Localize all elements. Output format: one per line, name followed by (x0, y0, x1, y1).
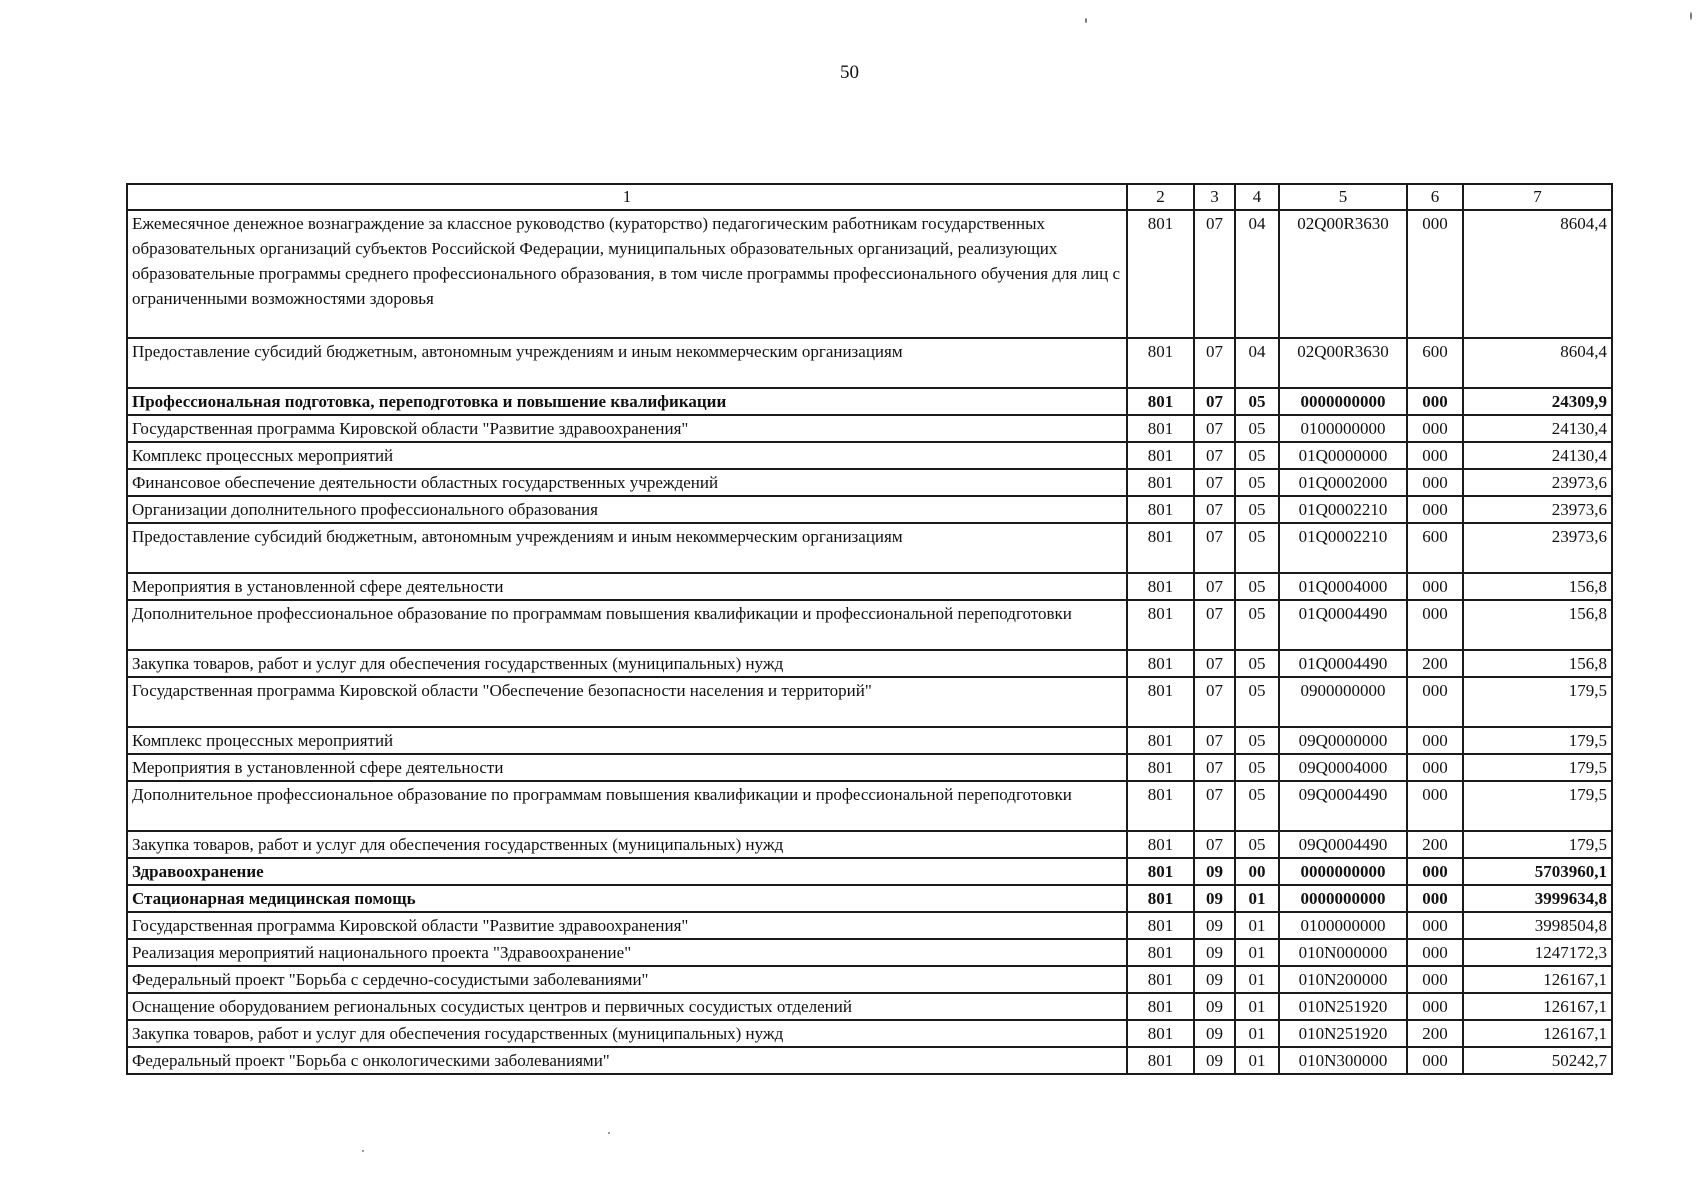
row-name-cell: Реализация мероприятий национального проекта "Здравоохранение" (127, 939, 1127, 966)
header-cell: 6 (1407, 184, 1463, 210)
row-name-cell: Мероприятия в установленной сфере деятельности (127, 573, 1127, 600)
row-expense-type-cell: 000 (1407, 496, 1463, 523)
row-name-cell: Дополнительное профессиональное образование по программам повышения квалификации и профессиональной переподготовки (127, 600, 1127, 650)
row-name-cell: Ежемесячное денежное вознаграждение за классное руководство (кураторство) педагогическим работникам государственных образовательных организаций субъектов Российской Федерации, муниципальных образовательных организаций, реализующих образовательные программы среднего профессионального образования, в том числе программы профессионального обучения для лиц с ограниченными возможностями здоровья (127, 210, 1127, 338)
row-target-code-cell: 01Q0004000 (1279, 573, 1407, 600)
row-target-code-cell: 0100000000 (1279, 912, 1407, 939)
row-code-cell: 801 (1127, 939, 1194, 966)
row-name-cell: Профессиональная подготовка, переподготовка и повышение квалификации (127, 388, 1127, 415)
row-name-cell: Государственная программа Кировской области "Развитие здравоохранения" (127, 415, 1127, 442)
row-amount-cell: 1247172,3 (1463, 939, 1612, 966)
row-section-cell: 07 (1194, 781, 1235, 831)
row-subsection-cell: 05 (1235, 496, 1279, 523)
table-row (127, 442, 1612, 469)
row-amount-cell: 156,8 (1463, 600, 1612, 650)
row-expense-type-cell: 000 (1407, 442, 1463, 469)
row-subsection-cell: 05 (1235, 523, 1279, 573)
row-expense-type-cell: 200 (1407, 650, 1463, 677)
row-target-code-cell: 01Q0004490 (1279, 600, 1407, 650)
table-row (127, 496, 1612, 523)
row-code-cell: 801 (1127, 600, 1194, 650)
table-row (127, 388, 1612, 415)
row-section-cell: 09 (1194, 912, 1235, 939)
row-name-cell: Закупка товаров, работ и услуг для обеспечения государственных (муниципальных) нужд (127, 831, 1127, 858)
row-amount-cell: 179,5 (1463, 831, 1612, 858)
row-code-cell: 801 (1127, 388, 1194, 415)
row-expense-type-cell: 000 (1407, 469, 1463, 496)
row-amount-cell: 156,8 (1463, 650, 1612, 677)
row-code-cell: 801 (1127, 496, 1194, 523)
row-subsection-cell: 01 (1235, 939, 1279, 966)
scan-speck (1085, 18, 1087, 23)
row-subsection-cell: 05 (1235, 469, 1279, 496)
row-target-code-cell: 010N000000 (1279, 939, 1407, 966)
row-name-cell: Комплекс процессных мероприятий (127, 442, 1127, 469)
table-row (127, 727, 1612, 754)
budget-table (126, 183, 1613, 1075)
row-name-cell: Предоставление субсидий бюджетным, автономным учреждениям и иным некоммерческим организациям (127, 338, 1127, 388)
header-row (127, 184, 1612, 210)
row-section-cell: 07 (1194, 338, 1235, 388)
row-section-cell: 07 (1194, 210, 1235, 338)
row-expense-type-cell: 000 (1407, 858, 1463, 885)
row-target-code-cell: 010N251920 (1279, 1020, 1407, 1047)
row-section-cell: 07 (1194, 496, 1235, 523)
row-expense-type-cell: 000 (1407, 1047, 1463, 1074)
row-section-cell: 09 (1194, 858, 1235, 885)
row-section-cell: 07 (1194, 600, 1235, 650)
row-code-cell: 801 (1127, 210, 1194, 338)
row-expense-type-cell: 000 (1407, 754, 1463, 781)
row-name-cell: Государственная программа Кировской области "Развитие здравоохранения" (127, 912, 1127, 939)
row-section-cell: 07 (1194, 469, 1235, 496)
row-name-cell: Предоставление субсидий бюджетным, автономным учреждениям и иным некоммерческим организациям (127, 523, 1127, 573)
row-section-cell: 07 (1194, 831, 1235, 858)
row-name-cell: Федеральный проект "Борьба с сердечно-сосудистыми заболеваниями" (127, 966, 1127, 993)
row-subsection-cell: 05 (1235, 573, 1279, 600)
row-target-code-cell: 01Q0004490 (1279, 650, 1407, 677)
row-section-cell: 07 (1194, 388, 1235, 415)
row-name-cell: Закупка товаров, работ и услуг для обеспечения государственных (муниципальных) нужд (127, 1020, 1127, 1047)
row-subsection-cell: 05 (1235, 677, 1279, 727)
row-expense-type-cell: 000 (1407, 781, 1463, 831)
row-amount-cell: 126167,1 (1463, 993, 1612, 1020)
row-amount-cell: 8604,4 (1463, 338, 1612, 388)
row-amount-cell: 24309,9 (1463, 388, 1612, 415)
scan-speck (362, 1150, 364, 1152)
row-subsection-cell: 01 (1235, 912, 1279, 939)
row-target-code-cell: 09Q0000000 (1279, 727, 1407, 754)
page-number: 50 (840, 62, 859, 83)
row-amount-cell: 23973,6 (1463, 496, 1612, 523)
row-code-cell: 801 (1127, 966, 1194, 993)
row-code-cell: 801 (1127, 523, 1194, 573)
row-code-cell: 801 (1127, 858, 1194, 885)
row-amount-cell: 126167,1 (1463, 966, 1612, 993)
row-code-cell: 801 (1127, 1047, 1194, 1074)
row-section-cell: 07 (1194, 523, 1235, 573)
row-target-code-cell: 01Q0002210 (1279, 523, 1407, 573)
row-expense-type-cell: 000 (1407, 677, 1463, 727)
row-expense-type-cell: 600 (1407, 338, 1463, 388)
row-subsection-cell: 05 (1235, 600, 1279, 650)
table-row (127, 523, 1612, 573)
row-section-cell: 07 (1194, 573, 1235, 600)
scan-speck (608, 1132, 610, 1134)
row-name-cell: Комплекс процессных мероприятий (127, 727, 1127, 754)
row-code-cell: 801 (1127, 650, 1194, 677)
row-code-cell: 801 (1127, 885, 1194, 912)
row-amount-cell: 126167,1 (1463, 1020, 1612, 1047)
row-name-cell: Мероприятия в установленной сфере деятельности (127, 754, 1127, 781)
row-section-cell: 07 (1194, 754, 1235, 781)
row-target-code-cell: 0000000000 (1279, 388, 1407, 415)
row-target-code-cell: 010N251920 (1279, 993, 1407, 1020)
table-row (127, 210, 1612, 338)
row-expense-type-cell: 000 (1407, 210, 1463, 338)
row-section-cell: 07 (1194, 650, 1235, 677)
header-cell: 4 (1235, 184, 1279, 210)
row-code-cell: 801 (1127, 469, 1194, 496)
row-expense-type-cell: 200 (1407, 831, 1463, 858)
table-row (127, 338, 1612, 388)
row-subsection-cell: 05 (1235, 754, 1279, 781)
row-amount-cell: 24130,4 (1463, 442, 1612, 469)
table-row (127, 781, 1612, 831)
row-subsection-cell: 05 (1235, 781, 1279, 831)
table-row (127, 966, 1612, 993)
row-expense-type-cell: 000 (1407, 912, 1463, 939)
row-subsection-cell: 05 (1235, 415, 1279, 442)
row-target-code-cell: 09Q0004490 (1279, 781, 1407, 831)
table-row (127, 1020, 1612, 1047)
header-cell: 5 (1279, 184, 1407, 210)
row-code-cell: 801 (1127, 338, 1194, 388)
row-section-cell: 07 (1194, 727, 1235, 754)
row-subsection-cell: 05 (1235, 650, 1279, 677)
row-target-code-cell: 010N300000 (1279, 1047, 1407, 1074)
header-cell: 2 (1127, 184, 1194, 210)
row-target-code-cell: 0100000000 (1279, 415, 1407, 442)
row-name-cell: Стационарная медицинская помощь (127, 885, 1127, 912)
row-amount-cell: 3999634,8 (1463, 885, 1612, 912)
scan-speck (1690, 12, 1692, 20)
row-section-cell: 09 (1194, 939, 1235, 966)
table-row (127, 912, 1612, 939)
table-row (127, 939, 1612, 966)
row-subsection-cell: 00 (1235, 858, 1279, 885)
row-target-code-cell: 01Q0002210 (1279, 496, 1407, 523)
table-row (127, 754, 1612, 781)
row-code-cell: 801 (1127, 912, 1194, 939)
row-expense-type-cell: 600 (1407, 523, 1463, 573)
row-target-code-cell: 0900000000 (1279, 677, 1407, 727)
row-code-cell: 801 (1127, 573, 1194, 600)
table-row (127, 993, 1612, 1020)
row-subsection-cell: 04 (1235, 338, 1279, 388)
header-cell: 3 (1194, 184, 1235, 210)
row-expense-type-cell: 000 (1407, 388, 1463, 415)
row-subsection-cell: 04 (1235, 210, 1279, 338)
row-amount-cell: 8604,4 (1463, 210, 1612, 338)
header-cell: 1 (127, 184, 1127, 210)
row-name-cell: Финансовое обеспечение деятельности областных государственных учреждений (127, 469, 1127, 496)
row-code-cell: 801 (1127, 993, 1194, 1020)
table-row (127, 677, 1612, 727)
row-target-code-cell: 09Q0004490 (1279, 831, 1407, 858)
row-amount-cell: 179,5 (1463, 754, 1612, 781)
row-amount-cell: 23973,6 (1463, 469, 1612, 496)
row-subsection-cell: 01 (1235, 1047, 1279, 1074)
row-name-cell: Закупка товаров, работ и услуг для обеспечения государственных (муниципальных) нужд (127, 650, 1127, 677)
row-code-cell: 801 (1127, 1020, 1194, 1047)
header-cell: 7 (1463, 184, 1612, 210)
row-code-cell: 801 (1127, 415, 1194, 442)
row-name-cell: Организации дополнительного профессионального образования (127, 496, 1127, 523)
row-amount-cell: 179,5 (1463, 677, 1612, 727)
row-code-cell: 801 (1127, 831, 1194, 858)
row-expense-type-cell: 000 (1407, 573, 1463, 600)
row-amount-cell: 5703960,1 (1463, 858, 1612, 885)
row-amount-cell: 50242,7 (1463, 1047, 1612, 1074)
row-subsection-cell: 01 (1235, 993, 1279, 1020)
row-section-cell: 07 (1194, 415, 1235, 442)
row-section-cell: 09 (1194, 993, 1235, 1020)
row-subsection-cell: 05 (1235, 388, 1279, 415)
row-amount-cell: 23973,6 (1463, 523, 1612, 573)
row-name-cell: Оснащение оборудованием региональных сосудистых центров и первичных сосудистых отделений (127, 993, 1127, 1020)
row-code-cell: 801 (1127, 754, 1194, 781)
row-section-cell: 09 (1194, 966, 1235, 993)
row-subsection-cell: 01 (1235, 966, 1279, 993)
row-code-cell: 801 (1127, 781, 1194, 831)
row-subsection-cell: 01 (1235, 1020, 1279, 1047)
row-target-code-cell: 0000000000 (1279, 885, 1407, 912)
row-name-cell: Федеральный проект "Борьба с онкологическими заболеваниями" (127, 1047, 1127, 1074)
row-target-code-cell: 010N200000 (1279, 966, 1407, 993)
row-target-code-cell: 02Q00R3630 (1279, 338, 1407, 388)
row-code-cell: 801 (1127, 727, 1194, 754)
row-amount-cell: 3998504,8 (1463, 912, 1612, 939)
table-row (127, 1047, 1612, 1074)
row-code-cell: 801 (1127, 442, 1194, 469)
row-subsection-cell: 05 (1235, 727, 1279, 754)
row-amount-cell: 24130,4 (1463, 415, 1612, 442)
row-subsection-cell: 01 (1235, 885, 1279, 912)
row-target-code-cell: 0000000000 (1279, 858, 1407, 885)
table-row (127, 469, 1612, 496)
row-expense-type-cell: 000 (1407, 415, 1463, 442)
row-section-cell: 09 (1194, 885, 1235, 912)
table-row (127, 885, 1612, 912)
row-code-cell: 801 (1127, 677, 1194, 727)
table-row (127, 415, 1612, 442)
row-amount-cell: 156,8 (1463, 573, 1612, 600)
row-expense-type-cell: 000 (1407, 727, 1463, 754)
row-expense-type-cell: 000 (1407, 966, 1463, 993)
row-name-cell: Дополнительное профессиональное образование по программам повышения квалификации и профессиональной переподготовки (127, 781, 1127, 831)
row-expense-type-cell: 200 (1407, 1020, 1463, 1047)
row-expense-type-cell: 000 (1407, 993, 1463, 1020)
table-row (127, 600, 1612, 650)
row-target-code-cell: 01Q0000000 (1279, 442, 1407, 469)
row-subsection-cell: 05 (1235, 831, 1279, 858)
table-row (127, 650, 1612, 677)
table-row (127, 573, 1612, 600)
row-section-cell: 07 (1194, 677, 1235, 727)
table-row (127, 858, 1612, 885)
row-target-code-cell: 01Q0002000 (1279, 469, 1407, 496)
row-section-cell: 07 (1194, 442, 1235, 469)
row-subsection-cell: 05 (1235, 442, 1279, 469)
row-amount-cell: 179,5 (1463, 781, 1612, 831)
row-expense-type-cell: 000 (1407, 939, 1463, 966)
row-name-cell: Здравоохранение (127, 858, 1127, 885)
row-target-code-cell: 02Q00R3630 (1279, 210, 1407, 338)
row-section-cell: 09 (1194, 1020, 1235, 1047)
row-expense-type-cell: 000 (1407, 600, 1463, 650)
row-target-code-cell: 09Q0004000 (1279, 754, 1407, 781)
row-amount-cell: 179,5 (1463, 727, 1612, 754)
row-name-cell: Государственная программа Кировской области "Обеспечение безопасности населения и территорий" (127, 677, 1127, 727)
row-section-cell: 09 (1194, 1047, 1235, 1074)
row-expense-type-cell: 000 (1407, 885, 1463, 912)
table-row (127, 831, 1612, 858)
